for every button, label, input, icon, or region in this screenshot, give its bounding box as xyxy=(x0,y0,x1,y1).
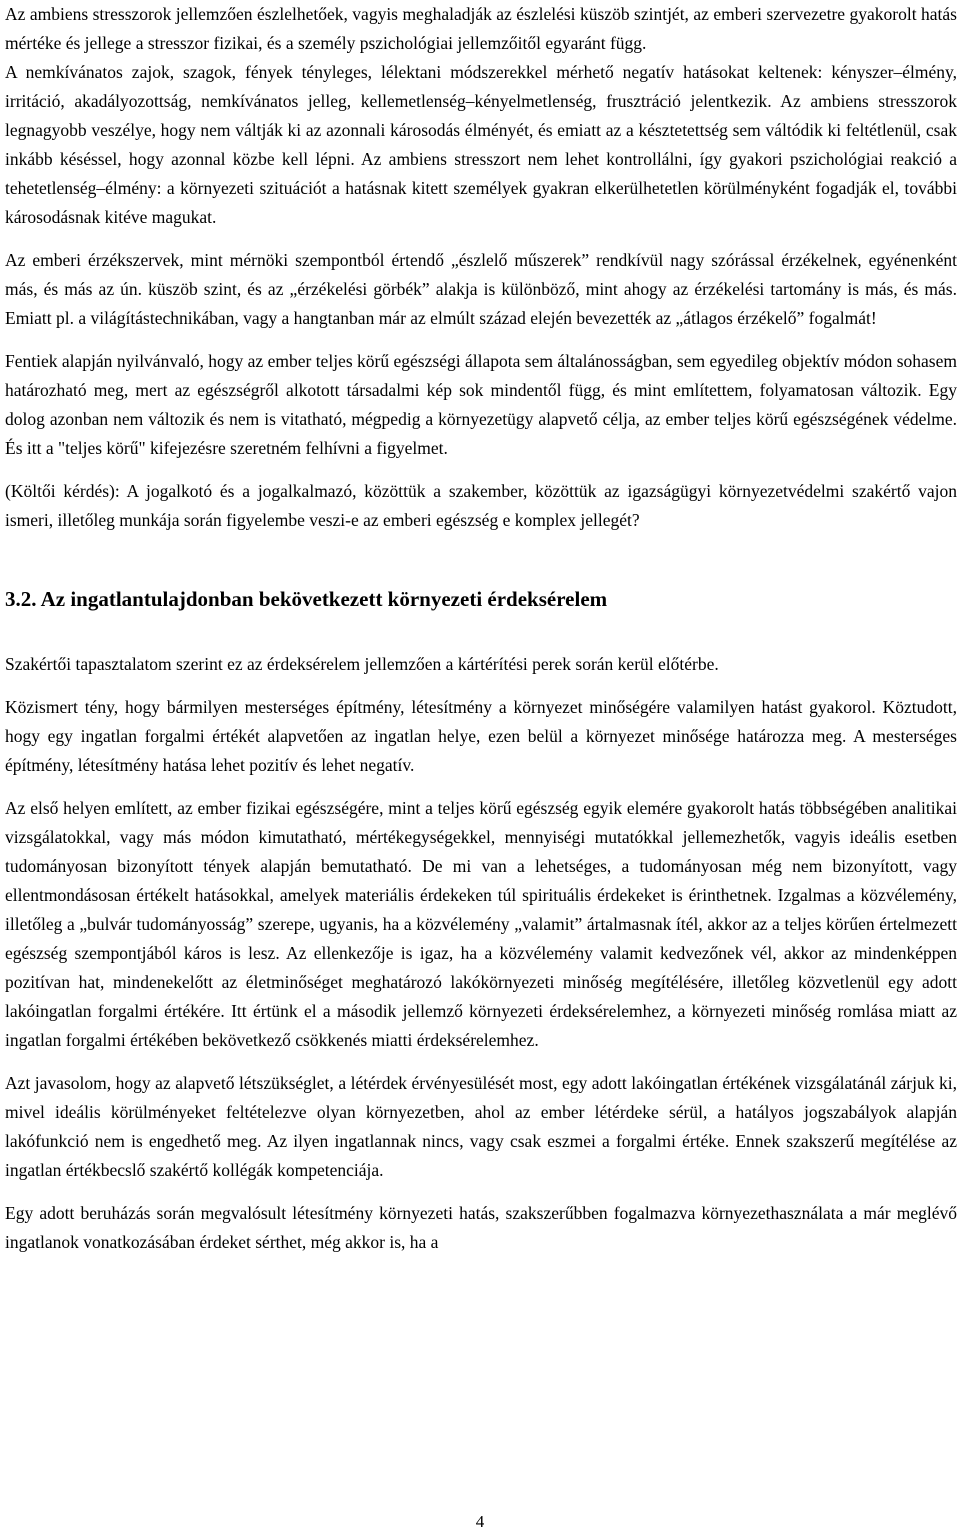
paragraph-rhetorical-question: (Költői kérdés): A jogalkotó és a jogalkalmazó, közöttük a szakember, közöttük az igazságügyi környezetvédelmi szakértő vajon ismeri, illetőleg munkája során figyelembe veszi-e az emberi egészség e komplex jellegét? xyxy=(5,481,957,530)
paragraph-expert-experience: Szakértői tapasztalatom szerint ez az érdeksérelem jellemzően a kártérítési perek során kerül előtérbe. xyxy=(5,654,719,674)
paragraph-health-state: Fentiek alapján nyilvánvaló, hogy az ember teljes körű egészségi állapota sem általánosságban, sem egyedileg objektív módon sohasem határozható meg, mert az egészségről alkotott társadalmi kép sok mindentől függ, és mint említettem, folyamatosan változik. Egy dolog azonban nem változik és nem is vitatható, mégpedig a környezetügy alapvető célja, az ember teljes körű egészségének védelme. És itt a "teljes körű" kifejezésre szeretném felhívni a figyelmet. xyxy=(5,351,957,458)
paragraph-investment-effect: Egy adott beruházás során megvalósult létesítmény környezeti hatás, szakszerűbben fogalmazva környezethasználata a már meglévő ingatlanok vonatkozásában érdeket sérthet, még akkor is, ha a xyxy=(5,1203,957,1252)
section-heading: 3.2. Az ingatlantulajdonban bekövetkezett környezeti érdeksérelem xyxy=(5,587,608,611)
paragraph-unwanted-noises: A nemkívánatos zajok, szagok, fények tényleges, lélektani módszerekkel mérhető negatív hatásokat keltenek: kényszer–élmény, irritáció, akadályozottság, nemkívánatos jelleg, kellemetlenség–kényelmetlenség, frusztráció jelentkezik. Az ambiens stresszorok legnagyobb veszélye, hogy nem váltják ki az azonnali károsodás élményét, és emiatt az a késztetettség sem váltódik ki feltétlenül, csak inkább késéssel, hogy azonnal közbe kell lépni. Az ambiens stresszort nem lehet kontrollálni, így gyakori pszichológiai reakció a tehetetlenség–élmény: a környezeti szituációt a hatásnak kitett személyek gyakran elkerülhetetlen körülményként fogadják el, további károsodásnak kitéve magukat. xyxy=(5,62,957,227)
paragraph-ambient-stressors-intro: Az ambiens stresszorok jellemzően észlelhetőek, vagyis meghaladják az észlelési küszöb szintjét, az emberi szervezetre gyakorolt hatás mértéke és jellege a stresszor fizikai, és a személy pszichológiai jellemzőitől egyaránt függ. xyxy=(5,4,957,53)
paragraph-basic-needs: Azt javasolom, hogy az alapvető létszükséglet, a létérdek érvényesülését most, egy adott lakóingatlan értékének vizsgálatánál zárjuk ki, mivel ideális körülményeket feltételezve olyan környezetben, ahol az ember létérdeke sérül, a hatályos jogszabályok alapján lakófunkció nem is engedhető meg. Az ilyen ingatlannak nincs, vagy csak eszmei a forgalmi értéke. Ennek szakszerű megítélése az ingatlan értékbecslő szakértő kollégák kompetenciája. xyxy=(5,1073,957,1180)
paragraph-sense-organs: Az emberi érzékszervek, mint mérnöki szempontból értendő „észlelő műszerek” rendkívül nagy szórással érzékelnek, egyénenként más, és más az ún. küszöb szint, és az „érzékelési görbék” alakja is különböző, mint ahogy az érzékelési tartomány is más, és más. Emiatt pl. a világítástechnikában, vagy a hangtanban már az elmúlt század elején bevezették az „átlagos érzékelő” fogalmát! xyxy=(5,250,957,328)
page-number: 4 xyxy=(475,1512,485,1531)
paragraph-physical-health-effects: Az első helyen említett, az ember fizikai egészségére, mint a teljes körű egészség egyik elemére gyakorolt hatás többségében analitikai vizsgálatokkal, vagy más módon kimutatható, mértékegységekkel, mennyiségi mutatókkal jellemezhetők, vagyis ideális esetben tudományosan bizonyított tények alapján bemutatható. De mi van a lehetséges, a tudományosan még nem bizonyított, vagy ellentmondásosan értékelt hatásokkal, amelyek materiális érdekeken túl spirituális érdekeket is érinthetnek. Izgalmas a közvélemény, illetőleg a „bulvár tudományosság” szerepe, ugyanis, ha a közvélemény „valamit” ártalmasnak ítél, akkor az a teljes körűen értelmezett egészség szempontjából káros is lesz. Az ellenkezője is igaz, ha a közvélemény valamit kedvezőnek vél, akkor az mindenképpen pozitívan hat, mindenekelőtt az életminőséget meghatározó lakókörnyezeti minőség megítélésére, illetőleg közvetlenül egy adott lakóingatlan forgalmi értékére. Itt értünk el a második jellemző környezeti érdeksérelemhez, a környezeti minőség romlása miatt az ingatlan forgalmi értékében bekövetkező csökkenés miatti érdeksérelemhez. xyxy=(5,798,957,1050)
document-page xyxy=(5,0,957,1257)
paragraph-known-fact: Közismert tény, hogy bármilyen mesterséges építmény, létesítmény a környezet minőségére valamilyen hatást gyakorol. Köztudott, hogy egy ingatlan forgalmi értékét alapvetően az ingatlan helye, ezen belül a környezet minősége határozza meg. A mesterséges építmény, létesítmény hatása lehet pozitív és lehet negatív. xyxy=(5,697,957,775)
